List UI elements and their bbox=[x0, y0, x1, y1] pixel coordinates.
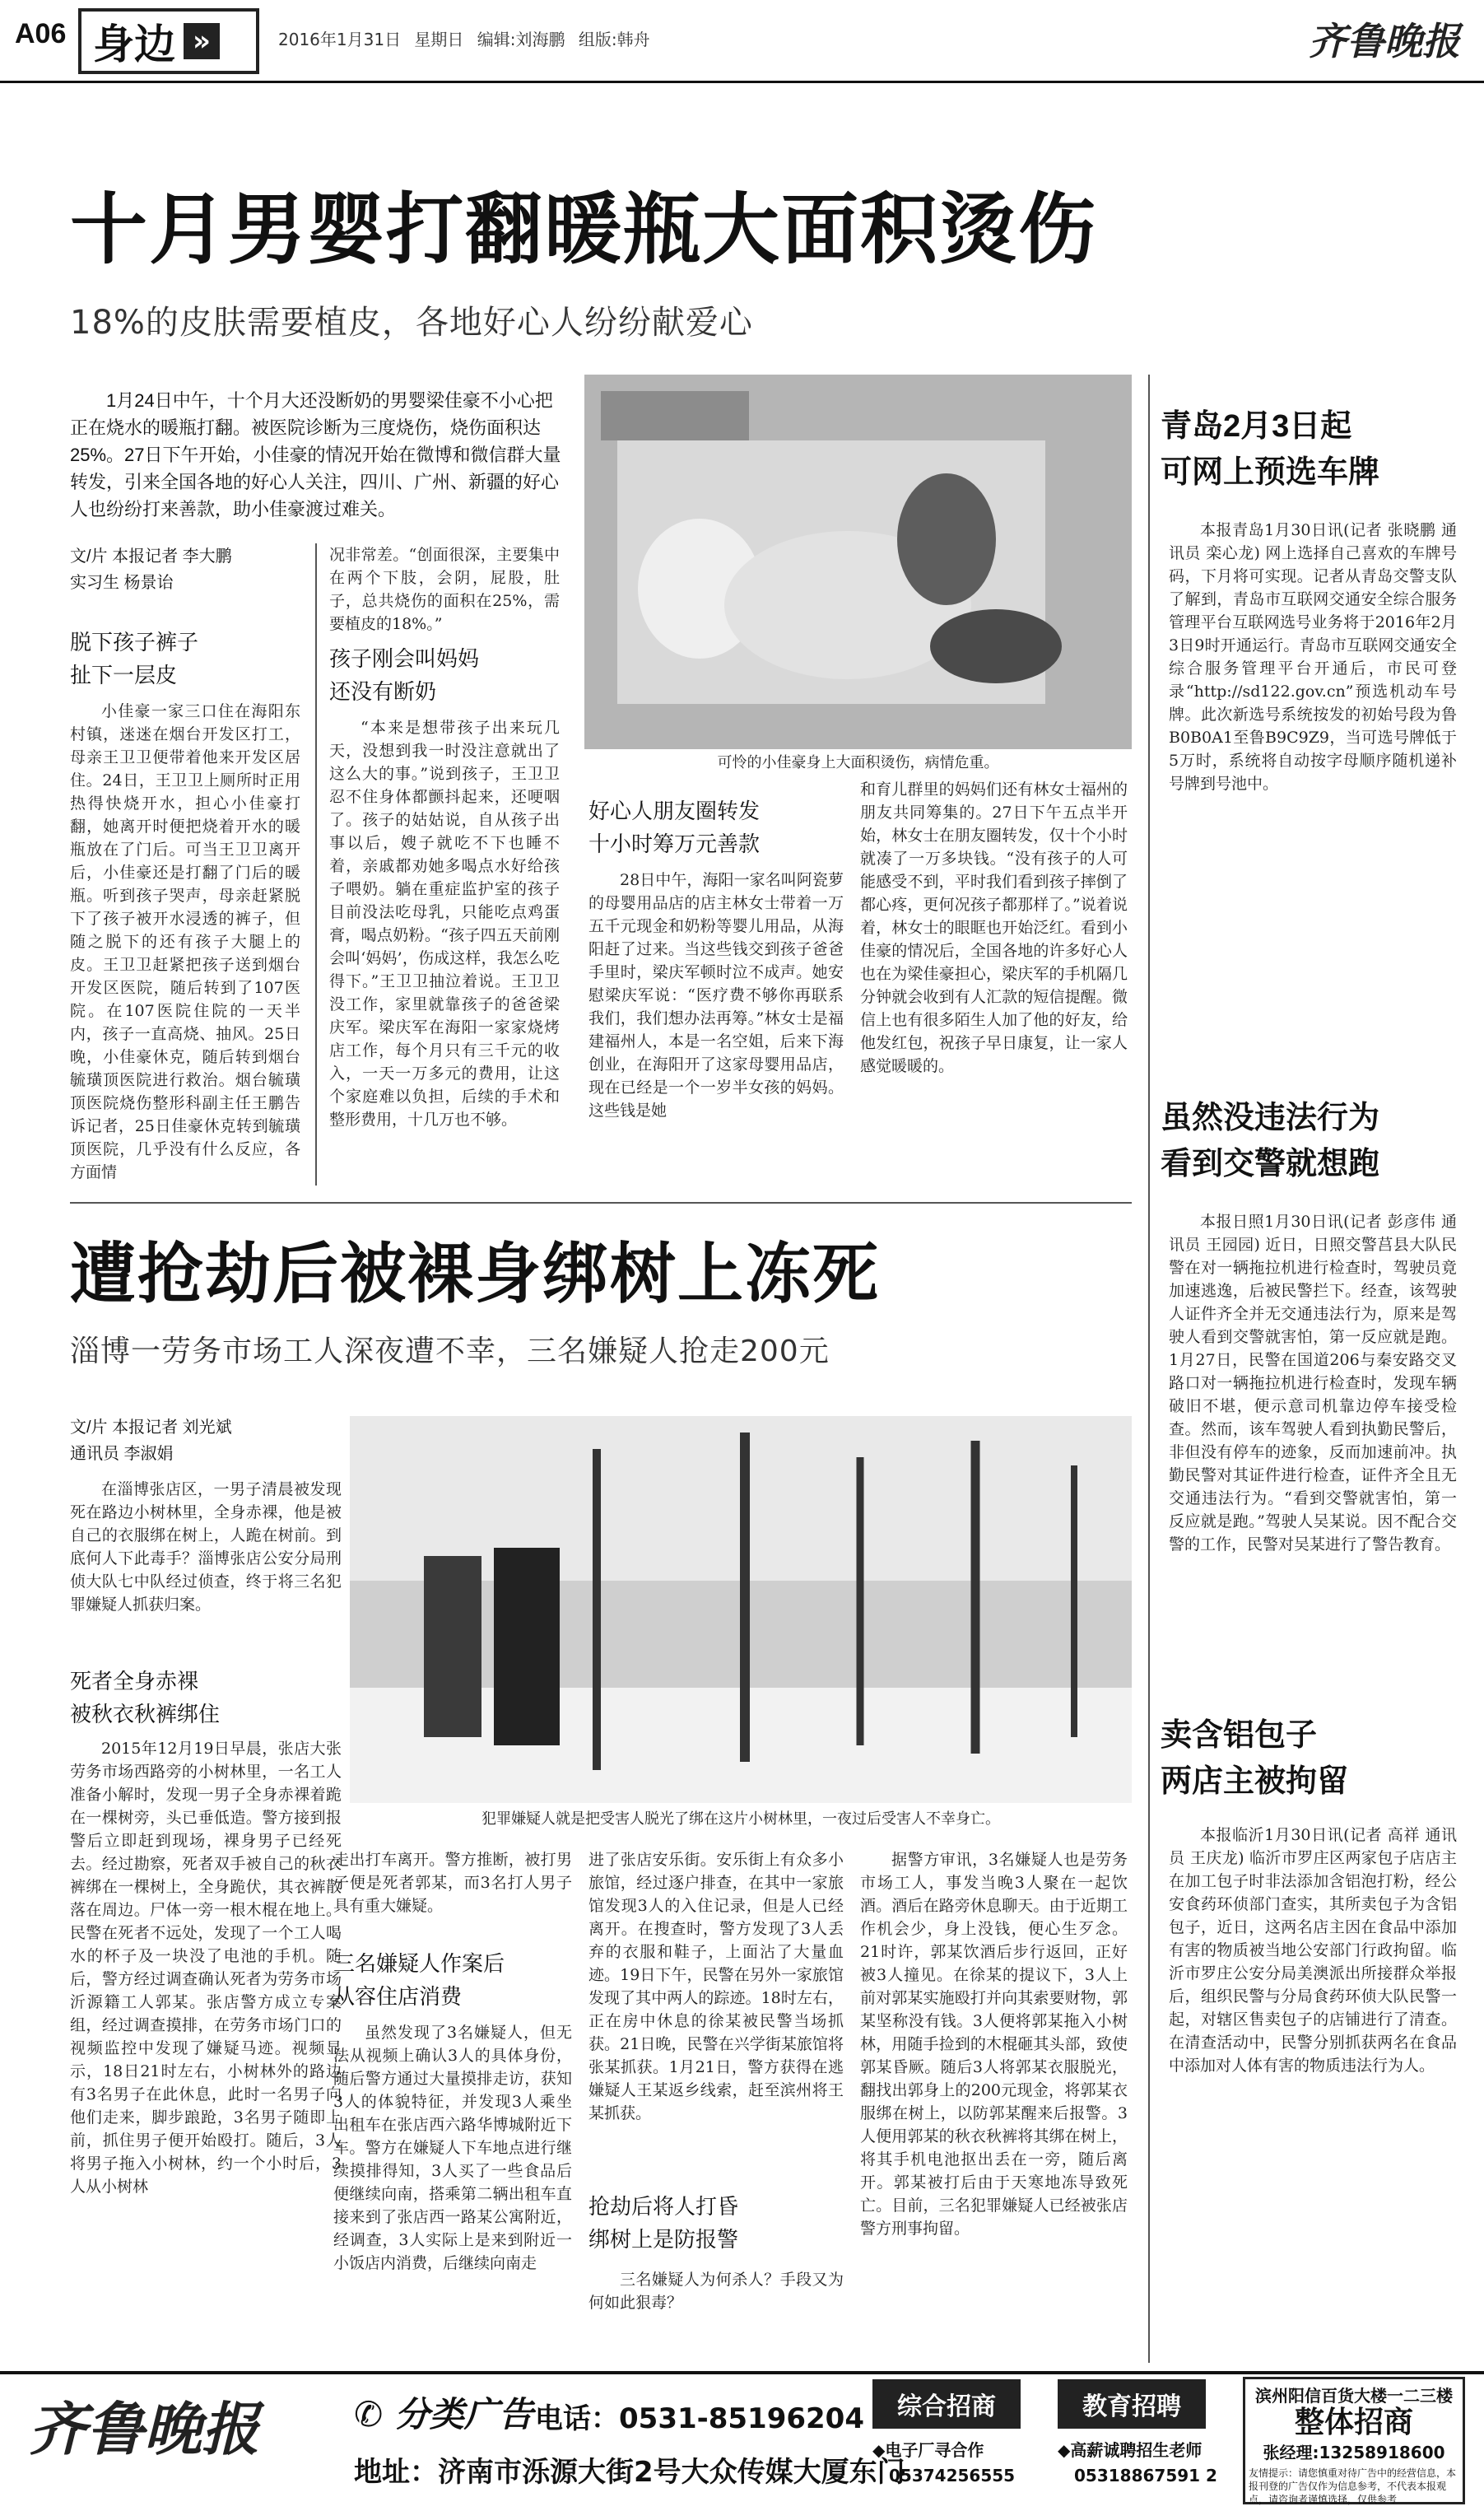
subhead-line: 还没有断奶 bbox=[329, 679, 437, 704]
side-story-3-body: 本报临沂1月30日讯(记者 高祥 通讯员 王庆龙) 临沂市罗庄区两家包子店店主在加工包子时非法添加含铝泡打粉，经公安食药环侦部门查实，其所卖包子为含铝包子，近日，这两名店主因在食品中添加有害的物质被当地公安部门行政拘留。临沂市罗庄公安分局美澳派出所接群众举报后，组织民警与分局食药环侦大队民警一起，对辖区售卖包子的店铺进行了清查。在清查活动中，民警分别抓获两名在食品中添加对人体有害的物质违法行为人。 bbox=[1169, 1826, 1457, 2075]
subhead-line: 孩子刚会叫妈妈 bbox=[329, 646, 480, 671]
story1-byline-2: 实习生 杨景诒 bbox=[70, 574, 174, 592]
story1-subhead-1 bbox=[70, 626, 300, 692]
story1-photo-caption: 可怜的小佳豪身上大面积烫伤，病情危重。 bbox=[717, 754, 999, 771]
ad-phone: 电话：0531-85196204 bbox=[535, 2402, 864, 2435]
side-story-3-title bbox=[1161, 1712, 1457, 1805]
subhead-line: 十小时筹万元善款 bbox=[588, 832, 761, 856]
story1-photo bbox=[584, 375, 1132, 749]
column-divider bbox=[315, 543, 317, 1186]
side-story-1-title bbox=[1161, 403, 1457, 496]
ad-classified-label bbox=[354, 2388, 533, 2437]
story2-column-1b: 2015年12月19日早晨，张店大张劳务市场西路旁的小树林里，一名工人准备小解时，发现一男子全身赤裸着跪在一棵树旁，头已垂低造。警方接到报警后立即赶到现场，裸身男子已经死去。经过勘察，死者双手被自己的秋衣裤绑在一棵树上，全身跪伏，其衣裤散落在周边。尸体一旁一根木棍在地上。民警在死者不远处，发现了一个工人喝水的杯子及一块没了电池的手机。随后，警方经过调查确认死者为劳务市场沂源籍工人郭某。张店警方成立专案组，经过调查摸排，在劳务市场门口的视频监控中发现了嫌疑马迹。视频显示，18日21时左右，小树林外的路边有3名男子在此休息，此时一名男子向他们走来，脚步踉跄，3名男子随即上前，抓住男子便开始殴打。随后，3人将男子拖入小树林，约一个小时后，3人从小树林 bbox=[70, 1740, 342, 2196]
ad-box3-line3: 张经理:13258918600 bbox=[1263, 2443, 1445, 2462]
side-title-line: 青岛2月3日起 bbox=[1161, 409, 1352, 444]
ad-box2-item: ◆高薪诚聘招生老师 bbox=[1058, 2440, 1203, 2460]
story1-column-1: 小佳豪一家三口住在海阳东村镇，迷迷在烟台开发区打工，母亲王卫卫便带着他来开发区居住。24日，王卫卫上厕所时正用热得快烧开水，担心小佳豪打翻，她离开时便把烧着开水的暖瓶放在了门后。可当王卫卫离开后，小佳豪还是打翻了门后的暖瓶。听到孩子哭声，母亲赶紧脱下了孩子被开水浸透的裤子，但随之脱下的还有孩子大腿上的皮。王卫卫赶紧把孩子送到烟台开发区医院，随后转到了107医院。在107医院住院的一天半内，孩子一直高烧、抽风。25日晚，小佳豪休克，随后转到烟台毓璜顶医院进行救治。烟台毓璜顶医院烧伤整形科副主任王鹏告诉记者，25日佳豪休克转到毓璜顶医院，几乎没有什么反应，各方面情 bbox=[70, 702, 300, 1181]
spacer bbox=[325, 1844, 327, 2363]
subhead-line: 抢劫后将人打昏 bbox=[588, 2194, 739, 2219]
ad-box3-line2: 整体招商 bbox=[1294, 2406, 1413, 2439]
side-story-2-title bbox=[1161, 1095, 1457, 1187]
story2-column-3b: 三名嫌疑人为何杀人？手段又为何如此狠毒？ bbox=[588, 2271, 844, 2312]
ad-logo: 齐鲁晚报 bbox=[29, 2395, 259, 2463]
ad-box3-line1: 滨州阳信百货大楼一二三楼 bbox=[1255, 2386, 1453, 2406]
story1-column-2b: “本来是想带孩子出来玩几天，没想到我一时没注意就出了这么大的事。”说到孩子，王卫卫忍不住身体都颤抖起来，还哽咽了。孩子的姑姑说，自从孩子出事以后，嫂子就吃不下也睡不着，亲戚都劝她多喝点水好给孩子喂奶。躺在重症监护室的孩子目前没法吃母乳，只能吃点鸡蛋膏，喝点奶粉。“孩子四五天前刚会叫‘妈妈’，伤成这样，我怎么吃得下。”王卫卫抽泣着说。王卫卫没工作，家里就靠孩子的爸爸梁庆军。梁庆军在海阳一家家烧烤店工作，每个月只有三千元的收入，一天一万多元的费用，让这个家庭难以负担，后续的手术和整形费用，十几万也不够。 bbox=[329, 719, 560, 1129]
ad-box2-phone: 05318867591 2 bbox=[1074, 2466, 1217, 2485]
side-title-line: 可网上预选车牌 bbox=[1161, 455, 1380, 490]
page-number: A06 bbox=[15, 18, 67, 49]
story1-subtitle: 18%的皮肤需要植皮，各地好心人纷纷献爱心 bbox=[70, 304, 753, 342]
side-title-line: 虽然没违法行为 bbox=[1161, 1101, 1380, 1135]
story1-column-2a: 况非常差。“创面很深，主要集中在两个下肢，会阴，屁股，肚子，总共烧伤的面积在25%，需要植皮的18%。” bbox=[329, 546, 560, 633]
story1-column-4: 和育儿群里的妈妈们还有林女士福州的朋友共同筹集的。27日下午五点半开始，林女士在朋友圈转发，仅十个小时就凑了一万多块钱。“没有孩子的人可能感受不到，平时我们看到孩子摔倒了都心疼，更何况孩子都那样了。”说着说着，林女士的眼眶也开始泛红。看到小佳豪的情况后，全国各地的许多好心人也在为梁佳豪担心，梁庆军的手机隔几分钟就会收到有人汇款的短信提醒。微信上也有很多陌生人加了他的好友，给他发红包，祝孩子早日康复，让一家人感觉暖暖的。 bbox=[860, 780, 1128, 1075]
phone-icon: ✆ bbox=[354, 2394, 384, 2434]
side-story-2-body: 本报日照1月30日讯(记者 彭彦伟 通讯员 王园园) 近日，日照交警莒县大队民警在对一辆拖拉机进行检查时，驾驶员竟加速逃逸，后被民警拦下。经查，该驾驶人证件齐全并无交通违法行为，原来是驾驶人看到交警就害怕，第一反应就是跑。1月27日，民警在国道206与秦安路交叉路口对一辆拖拉机进行检查时，发现车辆破旧不堪，便示意司机靠边停车接受检查。然而，该车驾驶人看到执勤民警后，非但没有停车的迹象，反而加速前冲。执勤民警对其证件进行检查，证件齐全且无交通违法行为。“看到交警就害怕，第一反应就是跑。”驾驶人吴某说。因不配合交警的工作，民警对吴某进行了警告教育。 bbox=[1169, 1213, 1457, 1554]
section-title: 身边 bbox=[93, 21, 175, 68]
woods-photo-illustration bbox=[350, 1416, 1132, 1803]
chevron-right-icon: » bbox=[184, 23, 220, 59]
header-divider bbox=[0, 81, 1484, 83]
story1-intro: 1月24日中午，十个月大还没断奶的男婴梁佳豪不小心把正在烧水的暖瓶打翻。被医院诊断为三度烧伤，烧伤面积达25%。27日下午开始，小佳豪的情况开始在微博和微信群大量转发，引来全国各地的好心人关注，四川、广州、新疆的好心人也纷纷打来善款，助小佳豪渡过难关。 bbox=[70, 390, 561, 519]
story1-byline-1: 文/片 本报记者 李大鹏 bbox=[70, 547, 232, 566]
subhead-line: 被秋衣秋裤绑住 bbox=[70, 1702, 221, 1726]
story2-subtitle: 淄博一劳务市场工人深夜遭不幸，三名嫌疑人抢走200元 bbox=[70, 1335, 830, 1368]
masthead-logo: 齐鲁晚报 bbox=[1309, 19, 1460, 63]
subhead-line: 从容住店消费 bbox=[333, 1984, 463, 2009]
ad-box1-phone: 05374256555 bbox=[889, 2466, 1016, 2485]
section-tab bbox=[78, 8, 259, 74]
side-title-line: 卖含铝包子 bbox=[1161, 1718, 1318, 1753]
sidebar-divider bbox=[1148, 375, 1150, 2363]
ad-box3 bbox=[1243, 2377, 1465, 2504]
ad-box3-note: 友情提示：请您慎重对待广告中的经营信息，本报刊登的广告仅作为信息参考，不代表本报观点，请咨询者谨慎选择，仅供参考 bbox=[1249, 2467, 1457, 2505]
ad-address: 地址：济南市泺源大街2号大众传媒大厦东门 bbox=[354, 2456, 905, 2489]
issue-meta: 2016年1月31日 星期日 编辑:刘海鹏 组版:韩舟 bbox=[278, 30, 650, 49]
subhead-line: 绑树上是防报警 bbox=[588, 2227, 739, 2252]
side-story-1-body: 本报青岛1月30日讯(记者 张晓鹏 通讯员 栾心龙) 网上选择自己喜欢的车牌号码，下月将可实现。记者从青岛交警支队了解到，青岛市互联网交通安全综合服务管理平台互联网选号业务将于2016年2月3日9时开通运行。青岛市互联网交通安全综合服务管理平台开通后，市民可登录“http://sd122.gov.cn”预选机动车号牌。此次新选号系统按发的初始号段为鲁B0B0A1至鲁B9C9Z9，当可选号牌低于5万时，系统将自动按字母顺序随机递补号牌到号池中。 bbox=[1169, 521, 1457, 793]
story2-column-3a: 进了张店安乐街。安乐街上有众多小旅馆，经过逐户排查，在其中一家旅馆发现3人的入住记录，但是人已经离开。在搜查时，警方发现了3人丢弃的衣服和鞋子，上面沾了大量血迹。19日下午，民警在另外一家旅馆发现了其中两人的踪迹。18时左右，正在房中休息的徐某被民警当场抓获。21日晚，民警在兴学街某旅馆将张某抓获。1月21日，警方获得在逃嫌疑人王某返乡线索，赶至滨州将王某抓获。 bbox=[588, 1851, 844, 2122]
side-title-line: 两店主被拘留 bbox=[1161, 1764, 1349, 1799]
story1-headline: 十月男婴打翻暖瓶大面积烫伤 bbox=[70, 185, 1098, 275]
story2-subhead-3 bbox=[588, 2190, 844, 2256]
story2-column-2b: 虽然发现了3名嫌疑人，但无法从视频上确认3人的具体身份，随后警方通过大量摸排走访，获知3人的体貌特征，并发现3人乘坐出租车在张店西六路华博城附近下车。警方在嫌疑人下车地点进行继续摸排得知，3人买了一些食品后便继续向南，搭乘第二辆出租车直接来到了张店西一路某公寓附近，经调查，3人实际上是来到附近一小饭店内消费，后继续向南走 bbox=[333, 2024, 572, 2272]
subhead-line: 扯下一层皮 bbox=[70, 663, 178, 687]
subhead-line: 死者全身赤裸 bbox=[70, 1669, 199, 1693]
story1-subhead-2 bbox=[329, 642, 560, 708]
subhead-line: 脱下孩子裤子 bbox=[70, 630, 199, 655]
story2-column-2a: 走出打车离开。警方推断，被打男子便是死者郭某，而3名打人男子具有重大嫌疑。 bbox=[333, 1851, 572, 1915]
story2-photo bbox=[350, 1416, 1132, 1803]
ad-box1-item: ◆电子厂寻合作 bbox=[872, 2440, 984, 2460]
story2-photo-caption: 犯罪嫌疑人就是把受害人脱光了绑在这片小树林里，一夜过后受害人不幸身亡。 bbox=[481, 1810, 1000, 1827]
story2-subhead-2 bbox=[333, 1947, 572, 2013]
story2-headline: 遭抢劫后被裸身绑树上冻死 bbox=[70, 1236, 880, 1312]
story2-column-1a: 在淄博张店区，一男子清晨被发现死在路边小树林里，全身赤裸，他是被自己的衣服绑在树上，人跪在树前。到底何人下此毒手？淄博张店公安分局刑侦大队七中队经过侦查，终于将三名犯罪嫌疑人抓获归案。 bbox=[70, 1480, 342, 1614]
story1-column-3: 28日中午，海阳一家名叫阿瓷萝的母婴用品店的店主林女士带着一万五千元现金和奶粉等婴儿用品，从海阳赶了过来。当这些钱交到孩子爸爸手里时，梁庆军顿时泣不成声。她安慰梁庆军说：“医疗费不够你再联系我们，我们想办法再筹。”林女士是福建福州人，本是一名空姐，后来下海创业，在海阳开了这家母婴用品店，现在已经是一个一岁半女孩的妈妈。这些钱是她 bbox=[588, 871, 844, 1120]
story2-byline-1: 文/片 本报记者 刘光斌 bbox=[70, 1419, 232, 1437]
story2-subhead-1 bbox=[70, 1665, 342, 1731]
baby-photo-illustration bbox=[584, 375, 1132, 749]
subhead-line: 好心人朋友圈转发 bbox=[588, 799, 761, 823]
story1-subhead-3 bbox=[588, 794, 844, 860]
story-divider bbox=[70, 1202, 1132, 1204]
story2-column-4: 据警方审讯，3名嫌疑人也是劳务市场工人，事发当晚3人聚在一起饮酒。酒后在路旁休息聊天。由于近期工作机会少，身上没钱，便心生歹念。21时许，郭某饮酒后步行返回，正好被3人撞见。在徐某的提议下，3人上前对郭某实施殴打并向其索要财物，郭某坚称没有钱。3人便将郭某拖入小树林，用随手捡到的木棍砸其头部，致使郭某昏厥。随后3人将郭某衣服脱光，翻找出郭身上的200元现金，将郭某衣服绑在树上，以防郭某醒来后报警。3人便用郭某的秋衣秋裤将其绑在树上，将其手机电池抠出丢在一旁，随后离开。郭某被打后由于天寒地冻导致死亡。目前，三名犯罪嫌疑人已经被张店警方刑事拘留。 bbox=[860, 1851, 1128, 2238]
classified-text: 分类广告 bbox=[394, 2394, 533, 2434]
side-title-line: 看到交警就想跑 bbox=[1161, 1147, 1380, 1181]
story2-byline-2: 通讯员 李淑娟 bbox=[70, 1445, 174, 1463]
subhead-line: 三名嫌疑人作案后 bbox=[333, 1951, 505, 1976]
ad-divider bbox=[0, 2371, 1484, 2374]
ad-box1-title: 综合招商 bbox=[872, 2379, 1021, 2429]
ad-box2-title: 教育招聘 bbox=[1058, 2379, 1206, 2429]
